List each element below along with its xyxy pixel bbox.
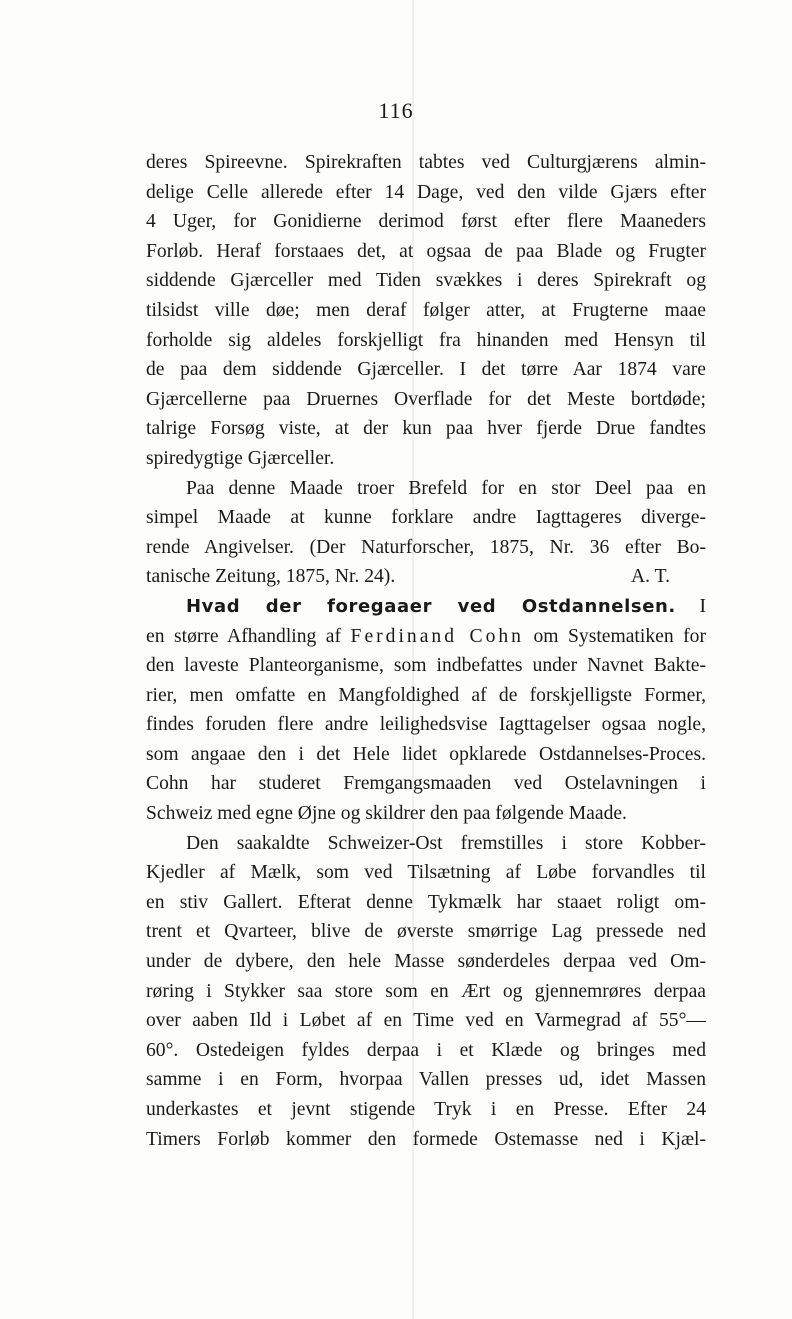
text-line: Den saakaldte Schweizer-Ost fremstilles i store Kobber- <box>186 832 706 854</box>
text-line: rende Angivelser. (Der Naturforscher, 1875, Nr. 36 efter Bo- <box>146 536 706 558</box>
text-line: Cohn har studeret Fremgangsmaaden ved Ostelavningen i <box>146 773 706 795</box>
text-line: tilsidst ville døe; men deraf følger atter, at Frugterne maae <box>146 299 706 321</box>
page-number: 116 <box>378 98 414 123</box>
text-line: samme i en Form, hvorpaa Vallen presses ud, idet Massen <box>146 1069 706 1091</box>
text-line: Paa denne Maade troer Brefeld for en stor Deel paa en <box>186 477 706 499</box>
text-line: talrige Forsøg viste, at der kun paa hver fjerde Drue fandtes <box>146 418 706 440</box>
text-line: Timers Forløb kommer den formede Ostemasse ned i Kjæl- <box>146 1128 706 1150</box>
text-line: findes foruden flere andre leilighedsvise Iagttagelser ogsaa nogle, <box>146 714 706 736</box>
text-line: Forløb. Heraf forstaaes det, at ogsaa de paa Blade og Frugter <box>146 240 706 262</box>
body-text <box>146 148 706 1154</box>
text-line: delige Celle allerede efter 14 Dage, ved den vilde Gjærs efter <box>146 181 706 203</box>
signature-line <box>146 562 706 592</box>
text-fragment: om Systematiken for <box>533 625 706 647</box>
citation-end: tanische Zeitung, 1875, Nr. 24). <box>146 566 396 588</box>
text-line: trent et Qvarteer, blive de øverste smørrige Lag pressede ned <box>146 921 706 943</box>
text-line: simpel Maade at kunne forklare andre Iagttageres diverge- <box>146 507 706 529</box>
text-line: over aaben Ild i Løbet af en Time ved en Varmegrad af 55°— <box>146 1010 706 1032</box>
author-signature: A. T. <box>630 566 670 588</box>
text-line: 4 Uger, for Gonidierne derimod først efter flere Maaneders <box>146 211 706 233</box>
text-line: deres Spireevne. Spirekraften tabtes ved Culturgjærens almin- <box>146 152 706 173</box>
text-line: Kjedler af Mælk, som ved Tilsætning af Løbe forvandles til <box>146 862 706 884</box>
text-line: den laveste Planteorganisme, som indbefattes under Navnet Bakte- <box>146 655 706 677</box>
text-line: Gjærcellerne paa Druernes Overflade for det Meste bortdøde; <box>146 388 706 410</box>
text-line <box>146 622 706 652</box>
text-line: 60°. Ostedeigen fyldes derpaa i et Klæde og bringes med <box>146 1039 706 1061</box>
text-line: en stiv Gallert. Efterat denne Tykmælk har staaet roligt om- <box>146 891 706 913</box>
author-name: Ferdinand Cohn <box>350 625 524 647</box>
text-line: Schweiz med egne Øjne og skildrer den paa følgende Maade. <box>146 803 627 825</box>
text-line: siddende Gjærceller med Tiden svækkes i deres Spirekraft og <box>146 270 706 292</box>
text-line: rier, men omfatte en Mangfoldighed af de forskjelligste Former, <box>146 684 706 706</box>
text-line: underkastes et jevnt stigende Tryk i en Presse. Efter 24 <box>146 1099 706 1120</box>
section-heading-line <box>146 592 706 622</box>
text-fragment: I <box>699 595 706 617</box>
section-heading: Hvad der foregaaer ved Ostdannelsen. <box>186 595 676 617</box>
text-fragment: en større Afhandling af <box>146 625 342 647</box>
text-line: spiredygtige Gjærceller. <box>146 447 335 469</box>
text-line: forholde sig aldeles forskjelligt fra hinanden med Hensyn til <box>146 329 706 351</box>
text-line: de paa dem siddende Gjærceller. I det tørre Aar 1874 vare <box>146 359 706 381</box>
text-line: under de dybere, den hele Masse sønderdeles derpaa ved Om- <box>146 951 706 973</box>
text-line: røring i Stykker saa store som en Ært og gjennemrøres derpaa <box>146 980 706 1002</box>
text-line: som angaae den i det Hele lidet opklarede Ostdannelses-Proces. <box>146 743 706 765</box>
